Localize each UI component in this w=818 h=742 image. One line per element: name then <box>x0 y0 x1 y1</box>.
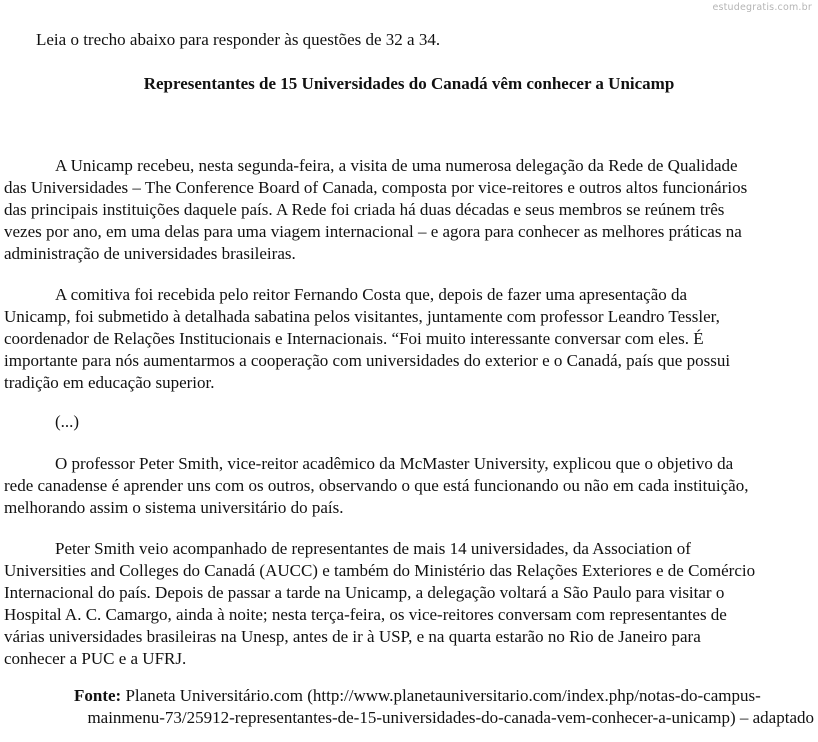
paragraph-4 <box>4 538 804 670</box>
omission-marker <box>4 411 804 433</box>
source-line: mainmenu-73/25912-representantes-de-15-universidades-do-canada-vem-conhecer-a-unicamp) – adaptado <box>87 708 814 727</box>
source-line <box>0 685 814 707</box>
ellipsis-text: (...) <box>55 412 80 431</box>
paragraph-line: Hospital A. C. Camargo, ainda à noite; nesta terça-feira, os vice-reitores conversam com representantes de <box>4 605 727 624</box>
paragraph-line: melhorando assim o sistema universitário do país. <box>4 498 344 517</box>
paragraph-line: O professor Peter Smith, vice-reitor acadêmico da McMaster University, explicou que o objetivo da <box>55 454 734 473</box>
paragraph-line: importante para nós aumentarmos a cooperação com universidades do exterior e o Canadá, país que possui <box>4 351 731 370</box>
instruction-text: Leia o trecho abaixo para responder às questões de 32 a 34. <box>36 30 441 49</box>
paragraph-line: administração de universidades brasileiras. <box>4 244 296 263</box>
paragraph-line: rede canadense é aprender uns com os outros, observando o que está funcionando ou não em cada instituição, <box>4 476 749 495</box>
paragraph-line: tradição em educação superior. <box>4 373 215 392</box>
article-title: Representantes de 15 Universidades do Canadá vêm conhecer a Unicamp <box>143 74 675 93</box>
source-citation <box>0 685 814 729</box>
source-label: Fonte: <box>74 686 122 705</box>
paragraph-line: conhecer a PUC e a UFRJ. <box>4 649 187 668</box>
paragraph-line: das Universidades – The Conference Board of Canada, composta por vice-reitores e outros altos funcionários <box>4 178 748 197</box>
paragraph-1 <box>4 155 804 265</box>
paragraph-line: vezes por ano, em uma delas para uma viagem internacional – e agora para conhecer as melhores práticas na <box>4 222 742 241</box>
source-text: Planeta Universitário.com (http://www.planetauniversitario.com/index.php/notas-do-campus- <box>125 686 761 705</box>
paragraph-line: coordenador de Relações Institucionais e Internacionais. “Foi muito interessante conversar com eles. É <box>4 329 704 348</box>
paragraph-line: Universities and Colleges do Canadá (AUCC) e também do Ministério das Relações Exteriores e de Comércio <box>4 561 756 580</box>
paragraph-3 <box>4 453 804 519</box>
paragraph-line: A Unicamp recebeu, nesta segunda-feira, a visita de uma numerosa delegação da Rede de Qualidade <box>55 156 738 175</box>
paragraph-line: Peter Smith veio acompanhado de representantes de mais 14 universidades, da Association of <box>55 539 691 558</box>
watermark: estudegratis.com.br <box>712 2 812 13</box>
paragraph-line: das principais instituições daquele país. A Rede foi criada há duas décadas e seus membros se reúnem três <box>4 200 725 219</box>
paragraph-line: Unicamp, foi submetido à detalhada sabatina pelos visitantes, juntamente com professor Leandro Tessler, <box>4 307 720 326</box>
paragraph-line: várias universidades brasileiras na Unesp, antes de ir à USP, e na quarta estarão no Rio de Janeiro para <box>4 627 701 646</box>
paragraph-line: Internacional do país. Depois de passar a tarde na Unicamp, a delegação voltará a São Paulo para visitar o <box>4 583 725 602</box>
paragraph-2 <box>4 284 804 394</box>
paragraph-line: A comitiva foi recebida pelo reitor Fernando Costa que, depois de fazer uma apresentação da <box>55 285 688 304</box>
